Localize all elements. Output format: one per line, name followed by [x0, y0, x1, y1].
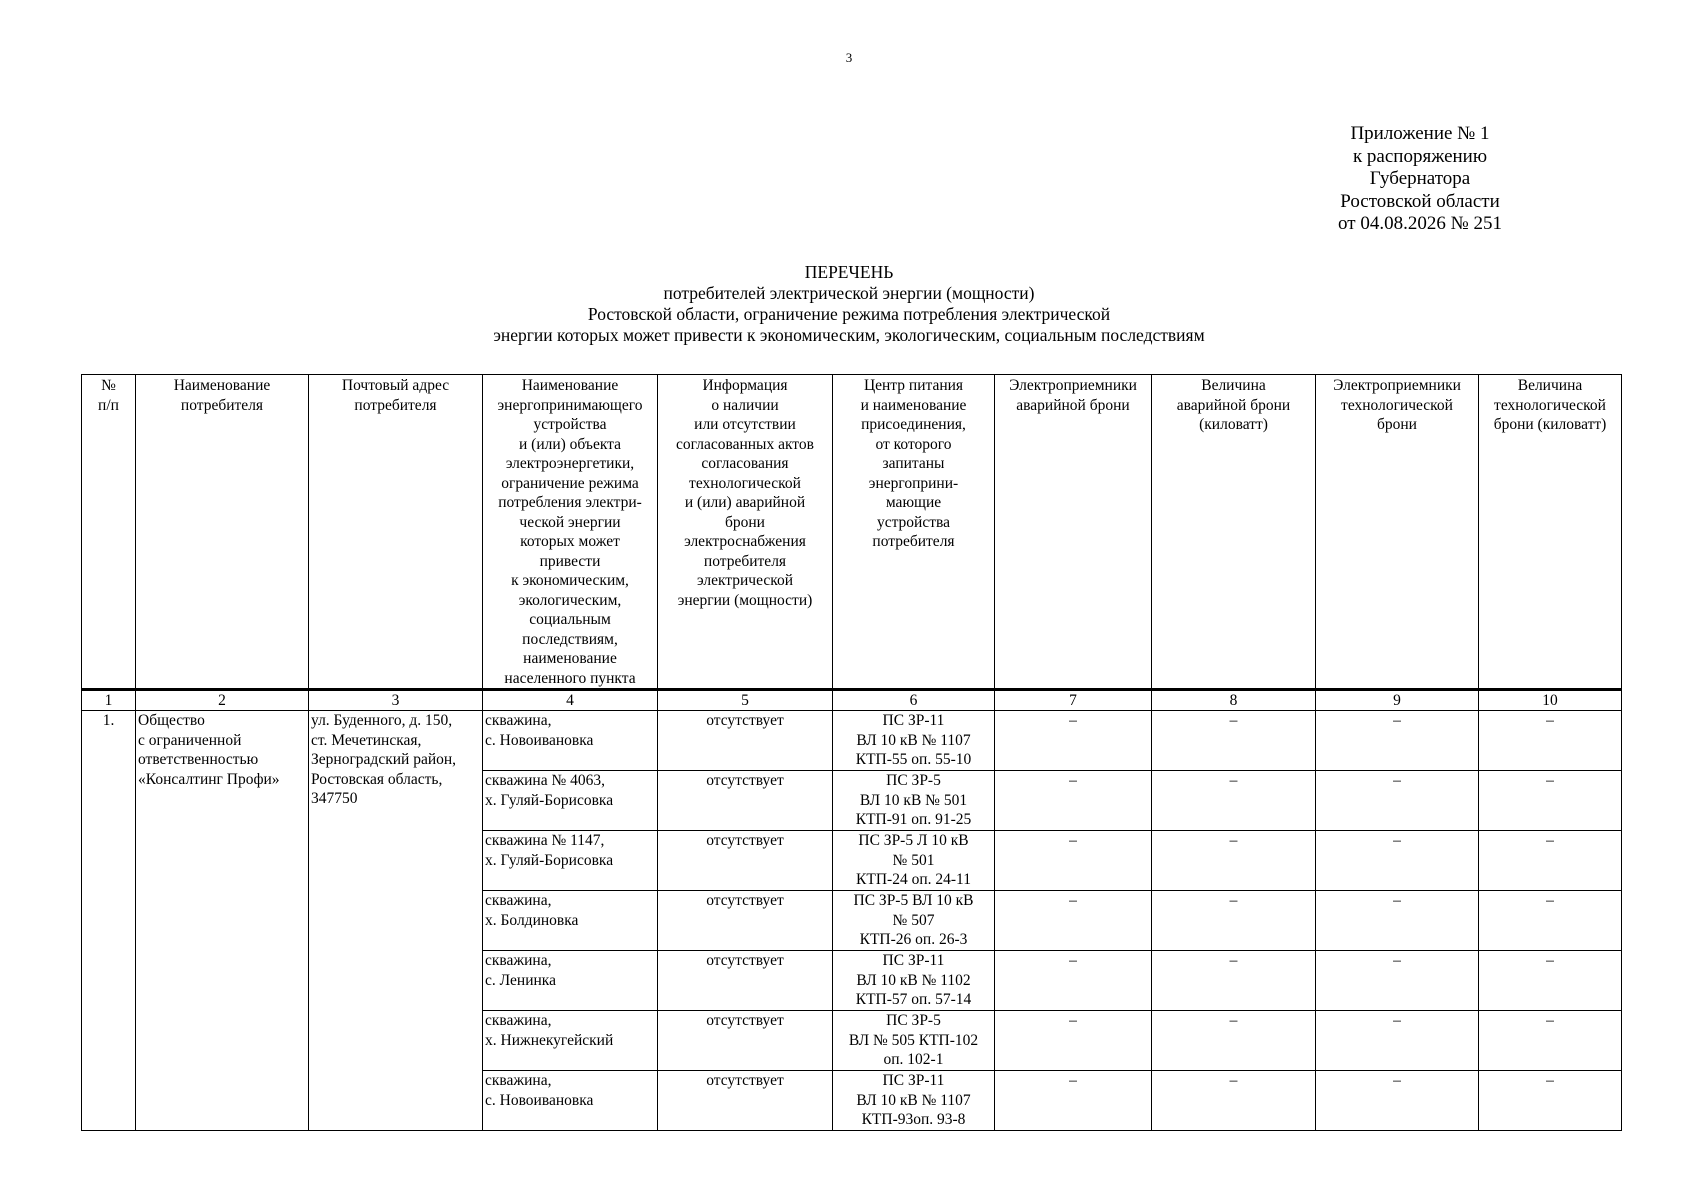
- text-line: ПС ЗР-5: [886, 772, 941, 789]
- value-cell-c10: –: [1479, 1071, 1622, 1131]
- info-cell: отсутствует: [658, 771, 833, 831]
- text-line: скважина № 4063,: [485, 772, 605, 789]
- column-number: 4: [483, 690, 658, 711]
- text-line: с. Новоивановка: [485, 731, 594, 749]
- text-line: ограничение режима: [501, 474, 639, 492]
- value-cell-c10: –: [1479, 1011, 1622, 1071]
- text-line: Общество: [138, 712, 205, 729]
- text-line: Электроприемники: [1009, 377, 1137, 394]
- consumer-number: 1.: [82, 711, 136, 1131]
- text-line: ВЛ 10 кВ № 501: [859, 791, 968, 809]
- power-center-cell: [833, 891, 995, 951]
- header-col-8: [1152, 375, 1316, 690]
- value-cell-c9: –: [1316, 711, 1479, 771]
- text-line: Электроприемники: [1333, 377, 1461, 394]
- column-number: 8: [1152, 690, 1316, 711]
- text-line: ул. Буденного, д. 150,: [311, 712, 453, 729]
- value-cell-c9: –: [1316, 1011, 1479, 1071]
- text-line: от которого: [875, 435, 952, 453]
- text-line: скважина,: [485, 1072, 552, 1089]
- value-cell-c8: –: [1152, 1011, 1316, 1071]
- text-line: Наименование: [173, 377, 271, 394]
- text-line: потребления электри-: [498, 494, 642, 511]
- title-line: ПЕРЕЧЕНЬ: [804, 262, 894, 282]
- text-line: х. Нижнекугейский: [485, 1031, 614, 1049]
- text-line: КТП-24 оп. 24-11: [856, 871, 971, 888]
- value-cell-c9: –: [1316, 1071, 1479, 1131]
- text-line: х. Гуляй-Борисовка: [485, 791, 614, 809]
- text-line: КТП-93оп. 93-8: [861, 1111, 966, 1128]
- info-cell: отсутствует: [658, 711, 833, 771]
- text-line: аварийной брони: [1016, 396, 1130, 414]
- text-line: электроэнергетики,: [505, 455, 635, 472]
- value-cell-c7: –: [995, 1071, 1152, 1131]
- header-col-10: [1479, 375, 1622, 690]
- device-cell: [483, 831, 658, 891]
- power-center-cell: [833, 711, 995, 771]
- text-line: скважина № 1147,: [485, 832, 605, 849]
- column-number-row: [82, 690, 1622, 711]
- text-line: Величина: [1201, 377, 1266, 394]
- column-number: 1: [82, 690, 136, 711]
- text-line: и наименование: [860, 396, 967, 414]
- title-line: Ростовской области, ограничение режима потребления электрической: [587, 304, 1111, 324]
- value-cell-c9: –: [1316, 771, 1479, 831]
- device-cell: [483, 951, 658, 1011]
- value-cell-c8: –: [1152, 891, 1316, 951]
- text-line: потребителя: [180, 396, 264, 414]
- text-line: с ограниченной: [138, 731, 242, 749]
- text-line: энергоприни-: [868, 474, 959, 492]
- header-col-1: [82, 375, 136, 690]
- power-center-cell: [833, 831, 995, 891]
- consumers-table: [81, 374, 1622, 1131]
- text-line: электроснабжения: [684, 533, 806, 550]
- column-number: 10: [1479, 690, 1622, 711]
- power-center-cell: [833, 951, 995, 1011]
- document-title: [0, 262, 1698, 346]
- text-line: Ростовская область,: [311, 770, 443, 788]
- text-line: населенного пункта: [504, 669, 636, 687]
- title-line: энергии которых может привести к экономическим, экологическим, социальным последствиям: [493, 325, 1205, 345]
- appendix-block: [1320, 123, 1520, 236]
- text-line: ПС ЗР-5 Л 10 кВ: [858, 832, 969, 849]
- value-cell-c10: –: [1479, 891, 1622, 951]
- text-line: к экономическим,: [511, 572, 629, 589]
- column-number: 3: [309, 690, 483, 711]
- value-cell-c7: –: [995, 951, 1152, 1011]
- text-line: № 501: [892, 851, 935, 869]
- text-line: х. Гуляй-Борисовка: [485, 851, 614, 869]
- info-cell: отсутствует: [658, 831, 833, 891]
- text-line: потребителя: [703, 552, 787, 570]
- value-cell-c10: –: [1479, 951, 1622, 1011]
- text-line: энергопринимающего: [497, 396, 643, 414]
- device-cell: [483, 1071, 658, 1131]
- text-line: скважина,: [485, 952, 552, 969]
- text-line: брони: [1377, 416, 1417, 433]
- value-cell-c8: –: [1152, 831, 1316, 891]
- text-line: технологической: [1341, 396, 1453, 414]
- text-line: или отсутствии: [694, 416, 796, 433]
- value-cell-c10: –: [1479, 831, 1622, 891]
- text-line: ВЛ 10 кВ № 1107: [856, 731, 971, 749]
- text-line: экологическим,: [518, 591, 622, 609]
- text-line: скважина,: [485, 892, 552, 909]
- text-line: мающие: [885, 494, 942, 511]
- text-line: и (или) объекта: [518, 435, 621, 453]
- value-cell-c9: –: [1316, 831, 1479, 891]
- power-center-cell: [833, 771, 995, 831]
- text-line: ПС ЗР-11: [882, 712, 945, 729]
- header-col-2: [136, 375, 309, 690]
- column-number: 2: [136, 690, 309, 711]
- text-line: ст. Мечетинская,: [311, 731, 422, 749]
- text-line: КТП-91 оп. 91-25: [855, 811, 972, 828]
- text-line: электрической: [696, 572, 794, 589]
- text-line: скважина,: [485, 712, 552, 729]
- text-line: ПС ЗР-5 ВЛ 10 кВ: [853, 892, 974, 909]
- text-line: ПС ЗР-5: [886, 1012, 941, 1029]
- header-col-4: [483, 375, 658, 690]
- text-line: скважина,: [485, 1012, 552, 1029]
- header-col-5: [658, 375, 833, 690]
- header-col-6: [833, 375, 995, 690]
- column-number: 5: [658, 690, 833, 711]
- text-line: последствиям,: [522, 630, 618, 648]
- appendix-line: Губернатора: [1369, 168, 1471, 189]
- text-line: КТП-26 оп. 26-3: [859, 931, 968, 948]
- text-line: энергии (мощности): [677, 591, 813, 609]
- text-line: аварийной брони: [1176, 396, 1291, 414]
- text-line: оп. 102-1: [883, 1051, 944, 1068]
- appendix-line: Приложение № 1: [1350, 123, 1490, 144]
- text-line: с. Новоивановка: [485, 1091, 594, 1109]
- title-line: потребителей электрической энергии (мощности): [663, 283, 1035, 303]
- text-line: устройства: [533, 416, 607, 433]
- text-line: Наименование: [521, 377, 619, 394]
- column-number: 9: [1316, 690, 1479, 711]
- appendix-line: Ростовской области: [1340, 190, 1500, 212]
- table-header-row: [82, 375, 1622, 690]
- value-cell-c10: –: [1479, 711, 1622, 771]
- text-line: п/п: [98, 396, 119, 414]
- text-line: (киловатт): [1199, 416, 1268, 433]
- text-line: технологической: [689, 474, 801, 492]
- text-line: которых может: [520, 533, 620, 550]
- text-line: технологической: [1494, 396, 1606, 414]
- text-line: Центр питания: [863, 377, 964, 394]
- column-number: 6: [833, 690, 995, 711]
- info-cell: отсутствует: [658, 1011, 833, 1071]
- info-cell: отсутствует: [658, 951, 833, 1011]
- device-cell: [483, 711, 658, 771]
- text-line: брони (киловатт): [1493, 416, 1607, 433]
- power-center-cell: [833, 1011, 995, 1071]
- text-line: потребителя: [354, 396, 437, 414]
- text-line: «Консалтинг Профи»: [138, 770, 280, 788]
- text-line: №: [101, 377, 116, 394]
- text-line: и (или) аварийной: [684, 494, 806, 511]
- value-cell-c8: –: [1152, 1071, 1316, 1131]
- text-line: Зерноградский район,: [311, 751, 457, 768]
- info-cell: отсутствует: [658, 1071, 833, 1131]
- header-col-3: [309, 375, 483, 690]
- text-line: 347750: [311, 790, 358, 807]
- value-cell-c7: –: [995, 711, 1152, 771]
- device-cell: [483, 771, 658, 831]
- text-line: привести: [539, 552, 601, 570]
- text-line: Величина: [1517, 377, 1583, 394]
- value-cell-c8: –: [1152, 951, 1316, 1011]
- text-line: запитаны: [882, 455, 945, 472]
- text-line: ВЛ 10 кВ № 1107: [856, 1091, 971, 1109]
- text-line: Информация: [702, 377, 788, 394]
- page-number: 3: [845, 50, 853, 65]
- appendix-line: от 04.08.2026 № 251: [1338, 213, 1502, 234]
- info-cell: отсутствует: [658, 891, 833, 951]
- appendix-line: к распоряжению: [1352, 145, 1488, 167]
- header-col-9: [1316, 375, 1479, 690]
- text-line: х. Болдиновка: [485, 911, 579, 929]
- text-line: ответственностью: [138, 751, 259, 768]
- text-line: устройства: [876, 513, 951, 531]
- value-cell-c8: –: [1152, 711, 1316, 771]
- text-line: ПС ЗР-11: [882, 1072, 945, 1089]
- value-cell-c9: –: [1316, 951, 1479, 1011]
- value-cell-c10: –: [1479, 771, 1622, 831]
- consumer-address: [309, 711, 483, 1131]
- text-line: брони: [725, 513, 765, 531]
- text-line: Почтовый адрес: [341, 377, 450, 394]
- text-line: согласованных актов: [676, 435, 814, 453]
- value-cell-c7: –: [995, 771, 1152, 831]
- text-line: социальным: [529, 611, 611, 628]
- column-number: 7: [995, 690, 1152, 711]
- power-center-cell: [833, 1071, 995, 1131]
- text-line: ПС ЗР-11: [882, 952, 945, 969]
- device-cell: [483, 891, 658, 951]
- text-line: КТП-55 оп. 55-10: [855, 751, 972, 768]
- value-cell-c7: –: [995, 1011, 1152, 1071]
- text-line: присоединения,: [861, 416, 966, 433]
- text-line: наименование: [523, 650, 617, 667]
- text-line: № 507: [892, 911, 935, 929]
- text-line: КТП-57 оп. 57-14: [855, 991, 972, 1008]
- value-cell-c8: –: [1152, 771, 1316, 831]
- value-cell-c9: –: [1316, 891, 1479, 951]
- text-line: согласования: [701, 455, 789, 472]
- text-line: потребителя: [872, 533, 955, 550]
- text-line: с. Ленинка: [485, 971, 556, 989]
- text-line: о наличии: [711, 396, 779, 414]
- value-cell-c7: –: [995, 831, 1152, 891]
- text-line: ВЛ 10 кВ № 1102: [856, 971, 971, 989]
- consumer-name: [136, 711, 309, 1131]
- device-cell: [483, 1011, 658, 1071]
- text-line: ВЛ № 505 КТП-102: [848, 1031, 979, 1049]
- text-line: ческой энергии: [519, 513, 621, 531]
- header-col-7: [995, 375, 1152, 690]
- value-cell-c7: –: [995, 891, 1152, 951]
- table-row: [82, 711, 1622, 771]
